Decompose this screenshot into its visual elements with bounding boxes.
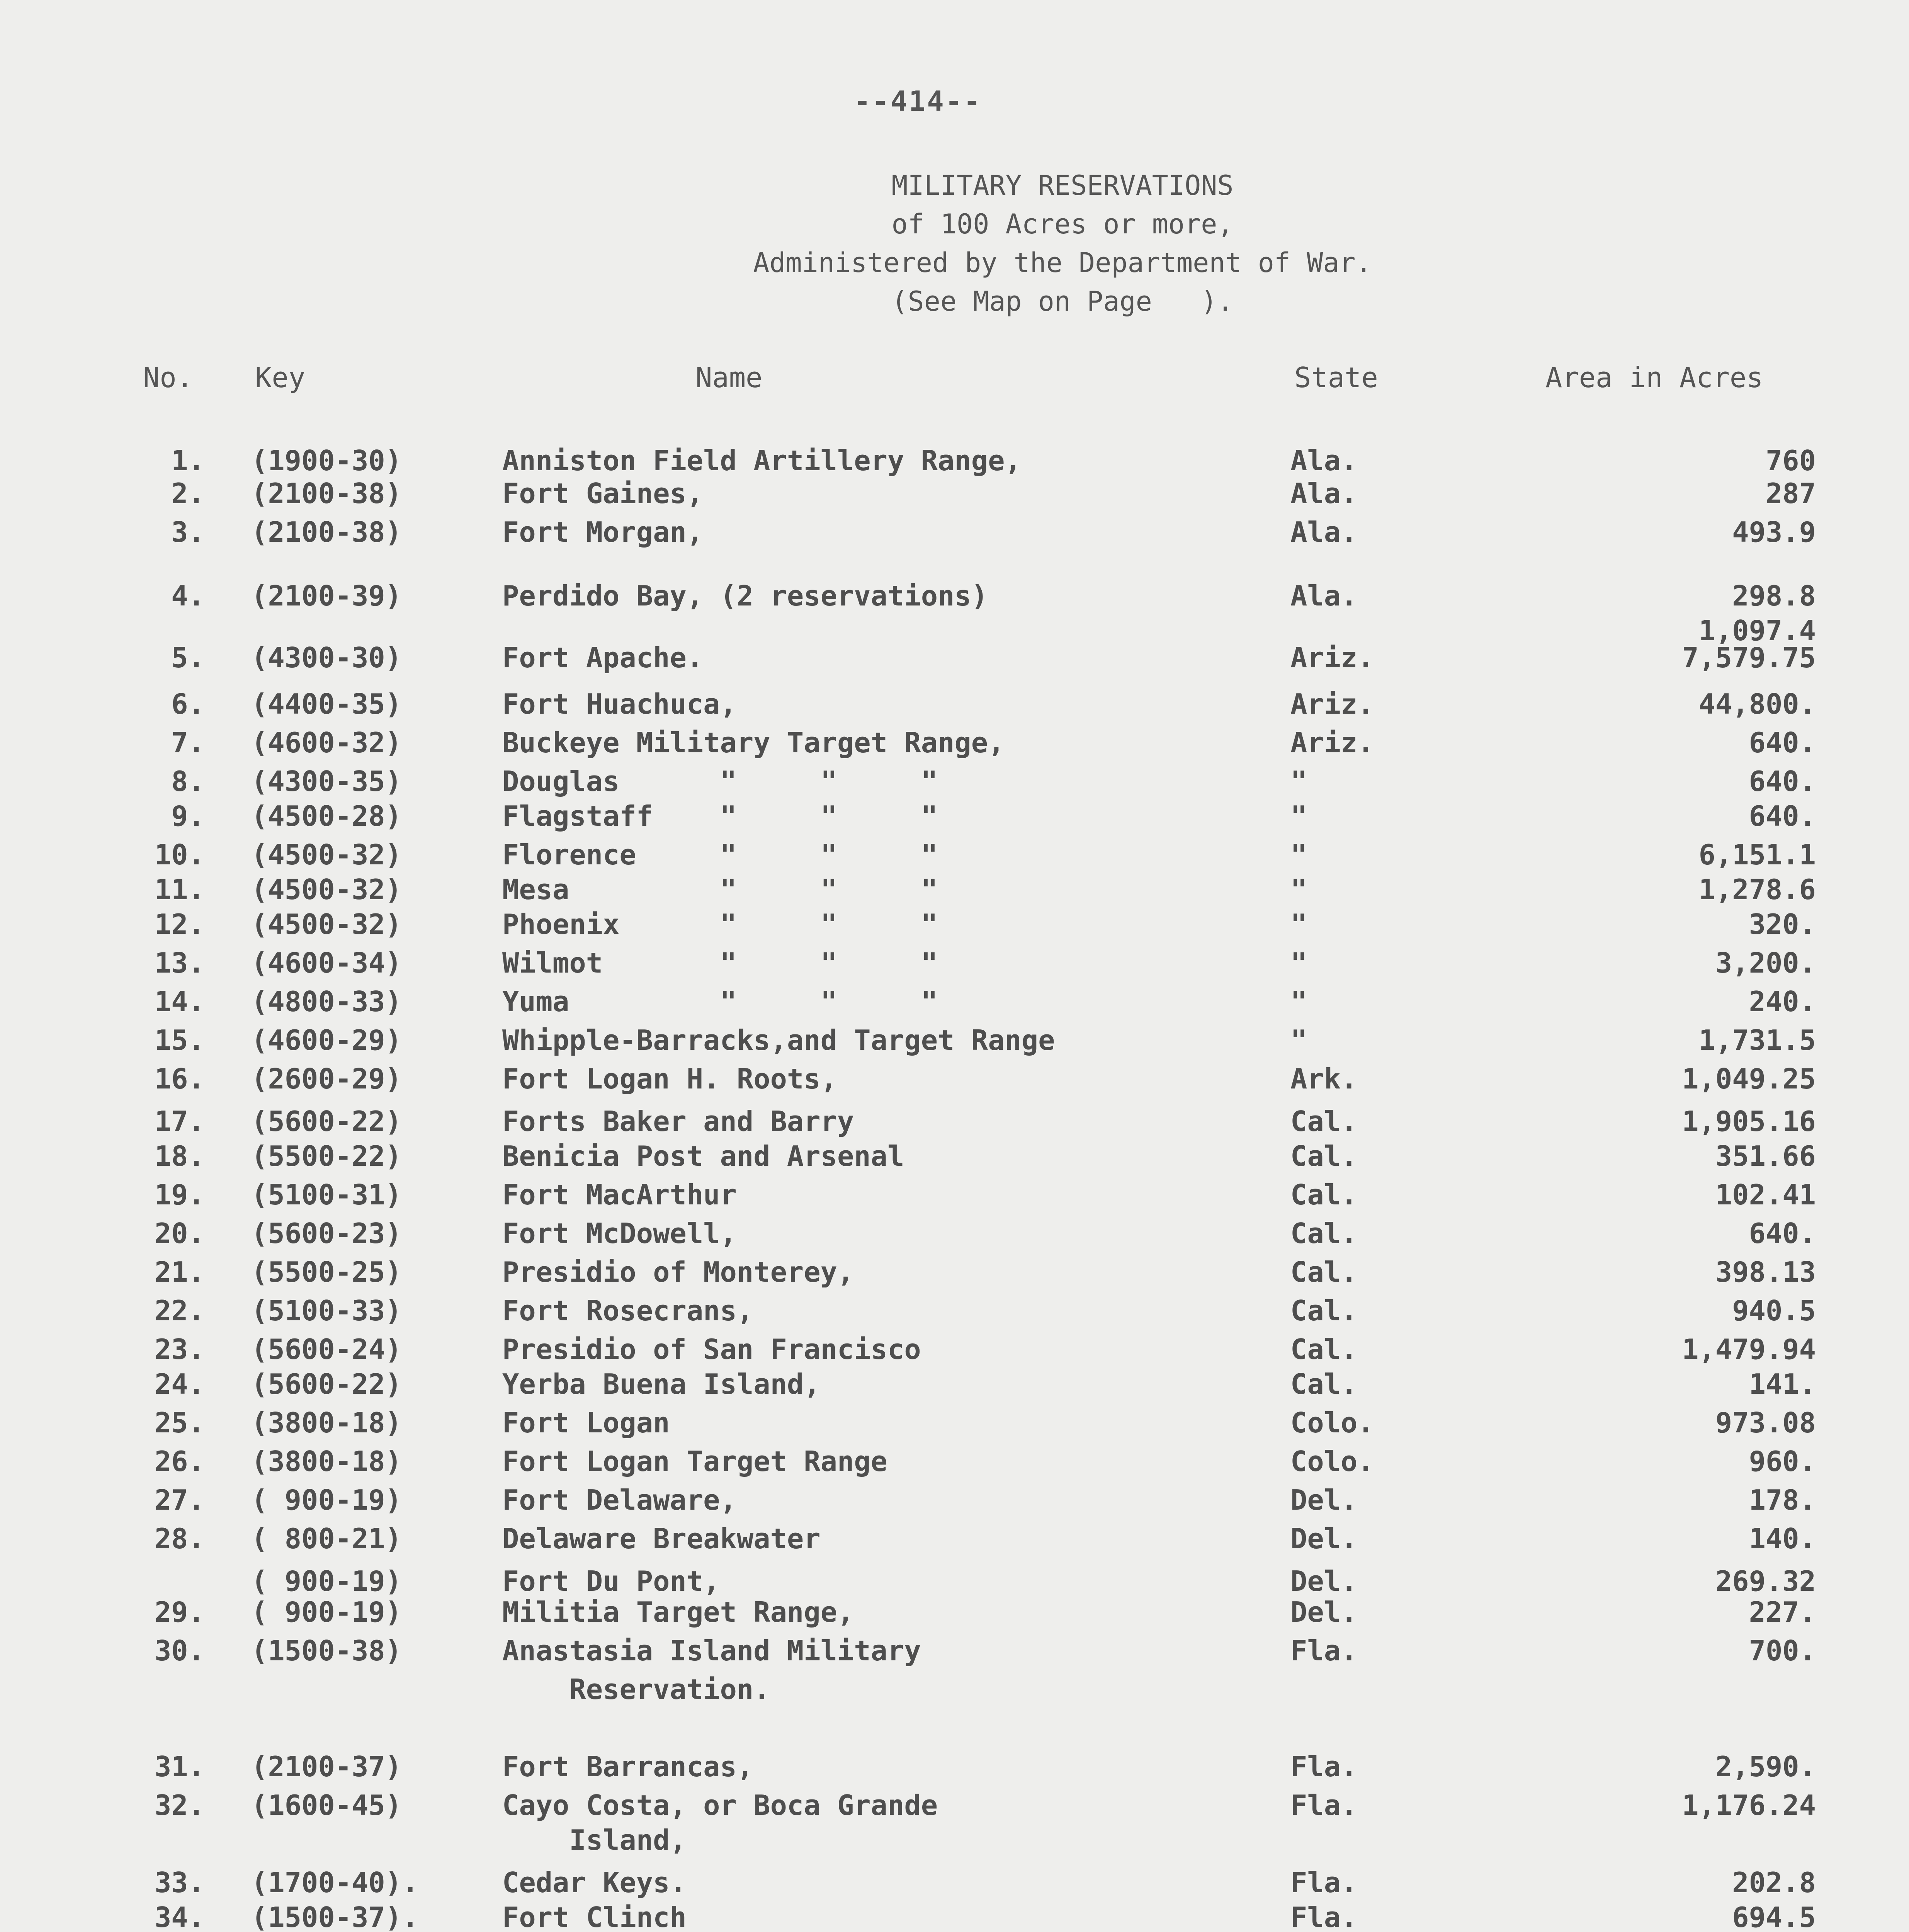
cell-key: (3800-18)	[251, 1406, 402, 1439]
cell-state: Cal.	[1290, 1140, 1358, 1172]
table-row	[0, 477, 1909, 516]
cell-area: 140.	[1749, 1522, 1816, 1555]
cell-name: Fort MacArthur	[502, 1179, 737, 1211]
cell-state: "	[1290, 1024, 1307, 1056]
cell-area: 493.9	[1732, 516, 1816, 548]
table-row	[0, 1179, 1909, 1217]
cell-no: 3.	[171, 516, 205, 548]
document-title	[580, 166, 1545, 321]
cell-state: Cal.	[1290, 1217, 1358, 1250]
cell-key: (5500-22)	[251, 1140, 402, 1172]
cell-area: 760	[1765, 444, 1816, 477]
table-row	[0, 873, 1909, 912]
cell-area: 227.	[1749, 1596, 1816, 1628]
cell-area: 1,731.5	[1698, 1024, 1816, 1056]
cell-no: 29.	[154, 1596, 205, 1628]
cell-key: (3800-18)	[251, 1445, 402, 1478]
table-row	[0, 1673, 1909, 1712]
cell-name: Fort Logan H. Roots,	[502, 1063, 837, 1095]
cell-state: Cal.	[1290, 1179, 1358, 1211]
cell-state: Colo.	[1290, 1445, 1374, 1478]
cell-state: Ala.	[1290, 444, 1358, 477]
cell-key: (4300-35)	[251, 765, 402, 798]
cell-no: 32.	[154, 1789, 205, 1821]
cell-key: (4600-32)	[251, 726, 402, 759]
cell-key: (2100-38)	[251, 516, 402, 548]
cell-state: Ariz.	[1290, 726, 1374, 759]
cell-state: "	[1290, 838, 1307, 871]
cell-area: 640.	[1749, 765, 1816, 798]
cell-state: Del.	[1290, 1484, 1358, 1516]
cell-name: Fort Rosecrans,	[502, 1294, 754, 1327]
cell-state: Fla.	[1290, 1901, 1358, 1932]
cell-name: Fort Clinch	[502, 1901, 687, 1932]
cell-key: (5600-23)	[251, 1217, 402, 1250]
cell-no: 13.	[154, 947, 205, 979]
cell-area: 700.	[1749, 1634, 1816, 1667]
cell-state: Ala.	[1290, 580, 1358, 612]
cell-no: 5.	[171, 641, 205, 674]
cell-name: Anastasia Island Military	[502, 1634, 921, 1667]
page-number: --414--	[854, 85, 982, 117]
table-row	[0, 947, 1909, 985]
cell-key: (5500-25)	[251, 1256, 402, 1288]
cell-key: (5100-31)	[251, 1179, 402, 1211]
header-name: Name	[695, 361, 763, 394]
table-row	[0, 1063, 1909, 1101]
cell-state: Cal.	[1290, 1368, 1358, 1400]
header-key: Key	[255, 361, 306, 394]
cell-no: 15.	[154, 1024, 205, 1056]
cell-no: 22.	[154, 1294, 205, 1327]
cell-key: (5600-22)	[251, 1368, 402, 1400]
cell-no: 28.	[154, 1522, 205, 1555]
cell-key: (2100-38)	[251, 477, 402, 510]
cell-state: Fla.	[1290, 1866, 1358, 1899]
cell-state: "	[1290, 873, 1307, 906]
cell-name: Douglas " " "	[502, 765, 938, 798]
cell-no: 7.	[171, 726, 205, 759]
table-row	[0, 1294, 1909, 1333]
cell-no: 34.	[154, 1901, 205, 1932]
cell-area: 269.32	[1715, 1565, 1816, 1597]
cell-name: Delaware Breakwater	[502, 1522, 821, 1555]
cell-area: 178.	[1749, 1484, 1816, 1516]
cell-area: 1,278.6	[1698, 873, 1816, 906]
cell-name: Fort Huachuca,	[502, 688, 737, 720]
table-row	[0, 1406, 1909, 1445]
cell-area: 2,590.	[1715, 1750, 1816, 1783]
cell-no: 6.	[171, 688, 205, 720]
cell-name: Fort Logan	[502, 1406, 670, 1439]
table-row	[0, 1256, 1909, 1294]
cell-area: 398.13	[1715, 1256, 1816, 1288]
cell-no: 24.	[154, 1368, 205, 1400]
cell-no: 31.	[154, 1750, 205, 1783]
table-row	[0, 1824, 1909, 1862]
cell-name: Phoenix " " "	[502, 908, 938, 940]
title-line-3: Administered by the Department of War.	[753, 247, 1372, 279]
cell-name: Anniston Field Artillery Range,	[502, 444, 1022, 477]
cell-key: (5600-22)	[251, 1105, 402, 1138]
cell-area: 7,579.75	[1682, 641, 1816, 674]
cell-no: 11.	[154, 873, 205, 906]
cell-state: Ariz.	[1290, 688, 1374, 720]
cell-area: 320.	[1749, 908, 1816, 940]
cell-key: (1500-38)	[251, 1634, 402, 1667]
cell-name: Fort Apache.	[502, 641, 704, 674]
cell-state: "	[1290, 947, 1307, 979]
table-row	[0, 1750, 1909, 1789]
cell-key: (4500-32)	[251, 838, 402, 871]
cell-state: "	[1290, 765, 1307, 798]
header-area: Area in Acres	[1545, 361, 1763, 394]
cell-name: Presidio of Monterey,	[502, 1256, 854, 1288]
table-row	[0, 1901, 1909, 1932]
cell-key: ( 900-19)	[251, 1565, 402, 1597]
cell-state: Cal.	[1290, 1294, 1358, 1327]
cell-name: Island,	[502, 1824, 687, 1856]
table-row	[0, 985, 1909, 1024]
cell-key: (4400-35)	[251, 688, 402, 720]
cell-no: 14.	[154, 985, 205, 1018]
cell-state: "	[1290, 800, 1307, 832]
cell-state: Ala.	[1290, 477, 1358, 510]
cell-area: 351.66	[1715, 1140, 1816, 1172]
cell-state: "	[1290, 985, 1307, 1018]
cell-name: Fort McDowell,	[502, 1217, 737, 1250]
table-row	[0, 516, 1909, 554]
cell-area: 240.	[1749, 985, 1816, 1018]
table-row	[0, 1484, 1909, 1522]
cell-key: (1700-40).	[251, 1866, 419, 1899]
cell-name: Fort Barrancas,	[502, 1750, 754, 1783]
cell-state: Fla.	[1290, 1750, 1358, 1783]
cell-no: 9.	[171, 800, 205, 832]
table-row	[0, 1024, 1909, 1063]
cell-no: 1.	[171, 444, 205, 477]
cell-no: 4.	[171, 580, 205, 612]
cell-name: Fort Morgan,	[502, 516, 704, 548]
cell-no: 18.	[154, 1140, 205, 1172]
table-row	[0, 1866, 1909, 1905]
cell-state: Fla.	[1290, 1789, 1358, 1821]
cell-name: Fort Gaines,	[502, 477, 704, 510]
cell-area: 960.	[1749, 1445, 1816, 1478]
cell-state: Ala.	[1290, 516, 1358, 548]
cell-no: 12.	[154, 908, 205, 940]
cell-name: Benicia Post and Arsenal	[502, 1140, 904, 1172]
cell-no: 19.	[154, 1179, 205, 1211]
cell-name: Militia Target Range,	[502, 1596, 854, 1628]
cell-state: Cal.	[1290, 1256, 1358, 1288]
cell-key: (5600-24)	[251, 1333, 402, 1366]
cell-key: ( 900-19)	[251, 1484, 402, 1516]
title-line-1: MILITARY RESERVATIONS	[891, 170, 1234, 201]
cell-key: (1600-45)	[251, 1789, 402, 1821]
cell-area: 298.8	[1732, 580, 1816, 612]
table-row	[0, 1789, 1909, 1828]
table-row	[0, 800, 1909, 838]
cell-key: (4500-32)	[251, 908, 402, 940]
cell-no: 16.	[154, 1063, 205, 1095]
cell-area: 141.	[1749, 1368, 1816, 1400]
cell-area: 3,200.	[1715, 947, 1816, 979]
cell-name: Cayo Costa, or Boca Grande	[502, 1789, 938, 1821]
cell-key: ( 900-19)	[251, 1596, 402, 1628]
cell-area: 940.5	[1732, 1294, 1816, 1327]
cell-area: 1,905.16	[1682, 1105, 1816, 1138]
cell-no: 27.	[154, 1484, 205, 1516]
cell-area: 202.8	[1732, 1866, 1816, 1899]
cell-state: Ariz.	[1290, 641, 1374, 674]
cell-no: 20.	[154, 1217, 205, 1250]
cell-key: (5100-33)	[251, 1294, 402, 1327]
cell-area: 1,176.24	[1682, 1789, 1816, 1821]
cell-name: Buckeye Military Target Range,	[502, 726, 1005, 759]
cell-key: (4500-32)	[251, 873, 402, 906]
table-row	[0, 908, 1909, 947]
cell-no: 2.	[171, 477, 205, 510]
table-row	[0, 641, 1909, 680]
cell-name: Fort Logan Target Range	[502, 1445, 887, 1478]
cell-area: 640.	[1749, 1217, 1816, 1250]
table-row	[0, 688, 1909, 726]
cell-name: Wilmot " " "	[502, 947, 938, 979]
cell-area: 1,479.94	[1682, 1333, 1816, 1366]
cell-key: (2600-29)	[251, 1063, 402, 1095]
cell-key: (4600-29)	[251, 1024, 402, 1056]
cell-key: (4500-28)	[251, 800, 402, 832]
table-row	[0, 1445, 1909, 1484]
cell-state: Cal.	[1290, 1333, 1358, 1366]
cell-area: 287	[1765, 477, 1816, 510]
title-line-4: (See Map on Page ).	[891, 286, 1234, 317]
cell-no: 10.	[154, 838, 205, 871]
cell-area: 640.	[1749, 726, 1816, 759]
cell-key: ( 800-21)	[251, 1522, 402, 1555]
cell-state: "	[1290, 908, 1307, 940]
cell-no: 25.	[154, 1406, 205, 1439]
cell-no: 21.	[154, 1256, 205, 1288]
table-row	[0, 580, 1909, 647]
cell-name: Yuma " " "	[502, 985, 938, 1018]
table-row	[0, 1522, 1909, 1561]
header-no: No.	[143, 361, 194, 394]
cell-key: (4300-30)	[251, 641, 402, 674]
cell-area-second: 1,097.4	[1698, 614, 1816, 647]
table-row	[0, 1140, 1909, 1179]
cell-no: 8.	[171, 765, 205, 798]
cell-name: Forts Baker and Barry	[502, 1105, 854, 1138]
cell-state: Del.	[1290, 1565, 1358, 1597]
cell-key: (1500-37).	[251, 1901, 419, 1932]
cell-name: Florence " " "	[502, 838, 938, 871]
cell-area: 973.08	[1715, 1406, 1816, 1439]
cell-key: (4800-33)	[251, 985, 402, 1018]
table-row	[0, 726, 1909, 765]
cell-area: 1,049.25	[1682, 1063, 1816, 1095]
table-row	[0, 838, 1909, 877]
cell-name: Flagstaff " " "	[502, 800, 938, 832]
cell-name: Presidio of San Francisco	[502, 1333, 921, 1366]
cell-no: 33.	[154, 1866, 205, 1899]
cell-no: 26.	[154, 1445, 205, 1478]
table-row	[0, 765, 1909, 804]
cell-no: 30.	[154, 1634, 205, 1667]
cell-state: Del.	[1290, 1522, 1358, 1555]
cell-key: (1900-30)	[251, 444, 402, 477]
cell-key: (2100-39)	[251, 580, 402, 612]
cell-key: (2100-37)	[251, 1750, 402, 1783]
table-row	[0, 1105, 1909, 1144]
cell-name: Fort Delaware,	[502, 1484, 737, 1516]
cell-no: 23.	[154, 1333, 205, 1366]
cell-no: 17.	[154, 1105, 205, 1138]
cell-area: 694.5	[1732, 1901, 1816, 1932]
cell-name: Reservation.	[502, 1673, 770, 1706]
table-row	[0, 1634, 1909, 1673]
cell-name: Whipple-Barracks,and Target Range	[502, 1024, 1055, 1056]
cell-name: Fort Du Pont,	[502, 1565, 720, 1597]
cell-state: Ark.	[1290, 1063, 1358, 1095]
cell-state: Colo.	[1290, 1406, 1374, 1439]
table-row	[0, 1368, 1909, 1406]
cell-area: 6,151.1	[1698, 838, 1816, 871]
cell-name: Perdido Bay, (2 reservations)	[502, 580, 988, 612]
cell-area: 102.41	[1715, 1179, 1816, 1211]
cell-area: 44,800.	[1698, 688, 1816, 720]
title-line-2: of 100 Acres or more,	[891, 208, 1234, 240]
table-row	[0, 1596, 1909, 1634]
cell-name: Yerba Buena Island,	[502, 1368, 821, 1400]
cell-state: Fla.	[1290, 1634, 1358, 1667]
cell-key: (4600-34)	[251, 947, 402, 979]
cell-name: Mesa " " "	[502, 873, 938, 906]
cell-state: Del.	[1290, 1596, 1358, 1628]
cell-name: Cedar Keys.	[502, 1866, 687, 1899]
table-row	[0, 1217, 1909, 1256]
header-state: State	[1294, 361, 1378, 394]
table-row	[0, 1333, 1909, 1372]
table-header	[0, 361, 1909, 400]
cell-area: 640.	[1749, 800, 1816, 832]
cell-state: Cal.	[1290, 1105, 1358, 1138]
